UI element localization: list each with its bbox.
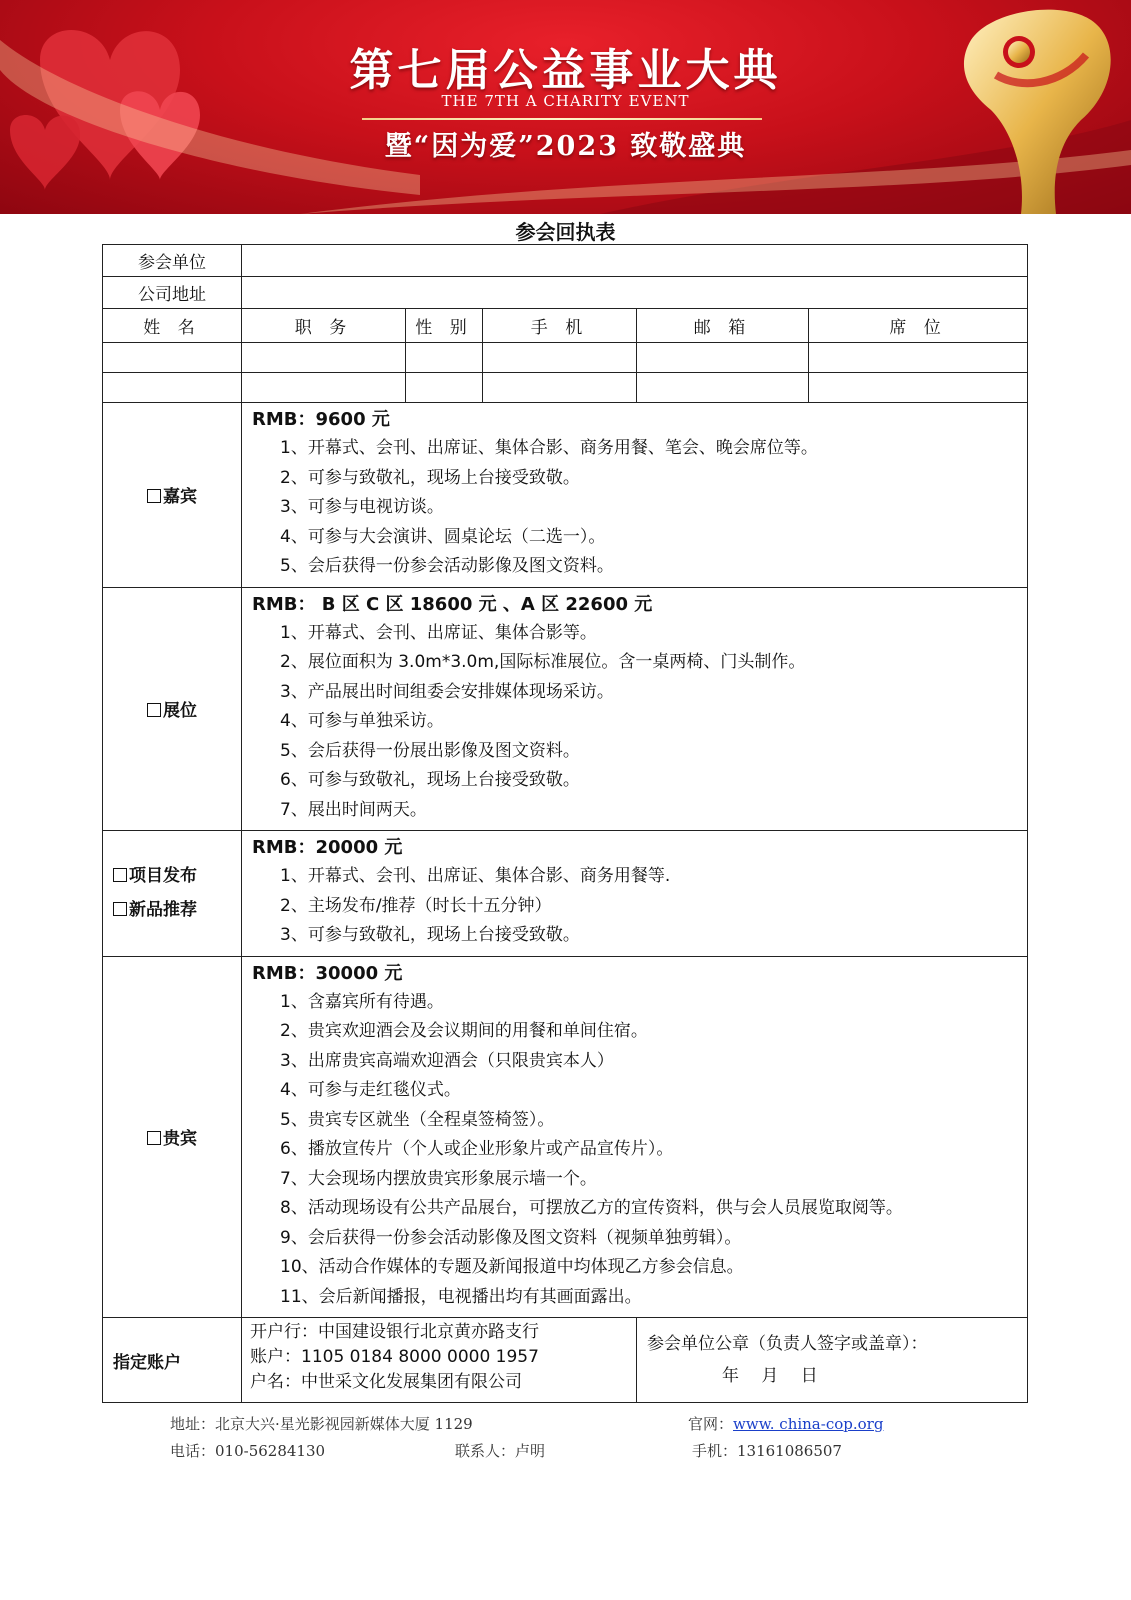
- package-option-label: 嘉宾: [163, 487, 197, 508]
- seal-signature-area[interactable]: [637, 1318, 1028, 1403]
- title-divider: [362, 118, 762, 120]
- package-item: 5、贵宾专区就坐（全程桌签椅签）。: [280, 1109, 555, 1130]
- header-email: 邮 箱: [637, 309, 809, 343]
- attendee-row: [103, 343, 1028, 373]
- seal-label: 参会单位公章（负责人签字或盖章）：: [647, 1334, 928, 1354]
- account-details: [242, 1318, 637, 1403]
- attendee-email-field[interactable]: [637, 373, 809, 403]
- header-gender: 性 别: [406, 309, 483, 343]
- attendee-gender-field[interactable]: [406, 343, 483, 373]
- package-item: 1、开幕式、会刊、出席证、集体合影、商务用餐等.: [280, 866, 671, 886]
- package-item: 1、含嘉宾所有待遇。: [280, 991, 444, 1012]
- package-item: 5、会后获得一份展出影像及图文资料。: [280, 740, 580, 761]
- header-name: 姓 名: [103, 309, 242, 343]
- header-phone: 手 机: [483, 309, 637, 343]
- package-item: 7、展出时间两天。: [280, 799, 427, 820]
- checkbox-icon[interactable]: [147, 703, 161, 717]
- package-option-label: 展位: [163, 701, 197, 722]
- account-number: 账户：1105 0184 8000 0000 1957: [250, 1347, 539, 1367]
- package-option-guest[interactable]: [103, 403, 242, 588]
- package-item: 5、会后获得一份参会活动影像及图文资料。: [280, 556, 614, 576]
- package-item: 3、出席贵宾高端欢迎酒会（只限贵宾本人）: [280, 1050, 614, 1071]
- org-row: [103, 245, 1028, 277]
- package-item: 10、活动合作媒体的专题及新闻报道中均体现乙方参会信息。: [280, 1257, 744, 1277]
- footer-phone: 电话：010-56284130: [170, 1442, 326, 1460]
- package-item: 2、主场发布/推荐（时长十五分钟）: [280, 895, 552, 916]
- package-row-launch: [103, 831, 1028, 957]
- attendee-gender-field[interactable]: [406, 373, 483, 403]
- package-details: [242, 403, 1028, 588]
- package-item: 6、播放宣传片（个人或企业形象片或产品宣传片）。: [280, 1139, 674, 1159]
- package-item: 2、展位面积为 3.0m*3.0m,国际标准展位。含一桌两椅、门头制作。: [280, 652, 806, 672]
- footer-mobile: 手机：13161086507: [692, 1442, 842, 1460]
- package-item: 11、会后新闻播报，电视播出均有其画面露出。: [280, 1286, 642, 1307]
- package-option-launch[interactable]: [103, 831, 242, 957]
- package-item: 1、开幕式、会刊、出席证、集体合影等。: [280, 622, 597, 643]
- package-price: RMB：20000 元: [252, 837, 403, 858]
- org-label: 参会单位: [103, 245, 242, 277]
- event-subtitle: 暨“因为爱”2023 致敬盛典: [384, 131, 747, 162]
- package-row-vip: [103, 956, 1028, 1318]
- website-link[interactable]: www. china-cop.org: [733, 1415, 884, 1433]
- package-option-booth[interactable]: [103, 587, 242, 831]
- event-title: 第七届公益事业大典: [349, 45, 782, 96]
- attendee-header-row: [103, 309, 1028, 343]
- account-bank: 开户行：中国建设银行北京黄亦路支行: [250, 1322, 539, 1342]
- attendee-position-field[interactable]: [242, 343, 406, 373]
- package-item: 4、可参与大会演讲、圆桌论坛（二选一）。: [280, 526, 606, 547]
- header-banner: [0, 0, 1131, 214]
- package-price: RMB：30000 元: [252, 962, 403, 984]
- package-row-booth: [103, 587, 1028, 831]
- address-row: [103, 277, 1028, 309]
- package-item: 6、可参与致敬礼，现场上台接受致敬。: [280, 770, 580, 790]
- package-item: 3、可参与电视访谈。: [280, 497, 444, 517]
- package-price: RMB： B 区 C 区 18600 元 、A 区 22600 元: [252, 593, 653, 615]
- attendee-phone-field[interactable]: [483, 343, 637, 373]
- attendee-seat-field[interactable]: [809, 343, 1028, 373]
- checkbox-icon[interactable]: [147, 489, 161, 503]
- attendee-email-field[interactable]: [637, 343, 809, 373]
- account-row: [103, 1318, 1028, 1403]
- package-item: 3、产品展出时间组委会安排媒体现场采访。: [280, 681, 614, 702]
- date-label: 年 月 日: [722, 1366, 818, 1386]
- attendee-name-field[interactable]: [103, 373, 242, 403]
- account-label: 指定账户: [103, 1318, 242, 1403]
- address-field[interactable]: [242, 277, 1028, 309]
- footer-contact: 联系人：卢明: [455, 1442, 546, 1460]
- account-name: 户名：中世采文化发展集团有限公司: [250, 1372, 522, 1392]
- footer-address: 地址：北京大兴·星光影视园新媒体大厦 1129: [170, 1415, 473, 1433]
- package-item: 2、可参与致敬礼，现场上台接受致敬。: [280, 467, 580, 488]
- header-seat: 席 位: [809, 309, 1028, 343]
- package-item: 4、可参与走红毯仪式。: [280, 1080, 461, 1100]
- package-item: 2、贵宾欢迎酒会及会议期间的用餐和单间住宿。: [280, 1021, 648, 1041]
- package-item: 3、可参与致敬礼，现场上台接受致敬。: [280, 925, 580, 945]
- address-label: 公司地址: [103, 277, 242, 309]
- package-item: 9、会后获得一份参会活动影像及图文资料（视频单独剪辑）。: [280, 1227, 742, 1248]
- package-option-vip[interactable]: [103, 956, 242, 1318]
- package-option-label: 项目发布: [129, 866, 197, 887]
- attendee-position-field[interactable]: [242, 373, 406, 403]
- package-option-label: 贵宾: [163, 1129, 197, 1150]
- attendee-phone-field[interactable]: [483, 373, 637, 403]
- trophy-icon: [951, 0, 1131, 214]
- header-position: 职 务: [242, 309, 406, 343]
- package-details: [242, 831, 1028, 957]
- checkbox-icon[interactable]: [113, 868, 127, 882]
- checkbox-icon[interactable]: [113, 902, 127, 916]
- package-option-label-2: 新品推荐: [129, 900, 197, 921]
- attendee-name-field[interactable]: [103, 343, 242, 373]
- package-item: 4、可参与单独采访。: [280, 711, 444, 731]
- form-title: 参会回执表: [515, 220, 616, 244]
- package-item: 1、开幕式、会刊、出席证、集体合影、商务用餐、笔会、晚会席位等。: [280, 438, 818, 458]
- package-details: [242, 956, 1028, 1318]
- package-details: [242, 587, 1028, 831]
- package-price: RMB：9600 元: [252, 409, 390, 430]
- package-item: 8、活动现场设有公共产品展台，可摆放乙方的宣传资料，供与会人员展览取阅等。: [280, 1198, 903, 1218]
- footer-website-label: 官网：: [688, 1415, 734, 1433]
- package-row-guest: [103, 403, 1028, 588]
- footer-website: [688, 1413, 883, 1434]
- event-title-english: THE 7TH A CHARITY EVENT: [441, 92, 690, 110]
- org-field[interactable]: [242, 245, 1028, 277]
- package-item: 7、大会现场内摆放贵宾形象展示墙一个。: [280, 1168, 597, 1189]
- checkbox-icon[interactable]: [147, 1131, 161, 1145]
- attendee-row: [103, 373, 1028, 403]
- registration-form-table: [102, 244, 1028, 1403]
- attendee-seat-field[interactable]: [809, 373, 1028, 403]
